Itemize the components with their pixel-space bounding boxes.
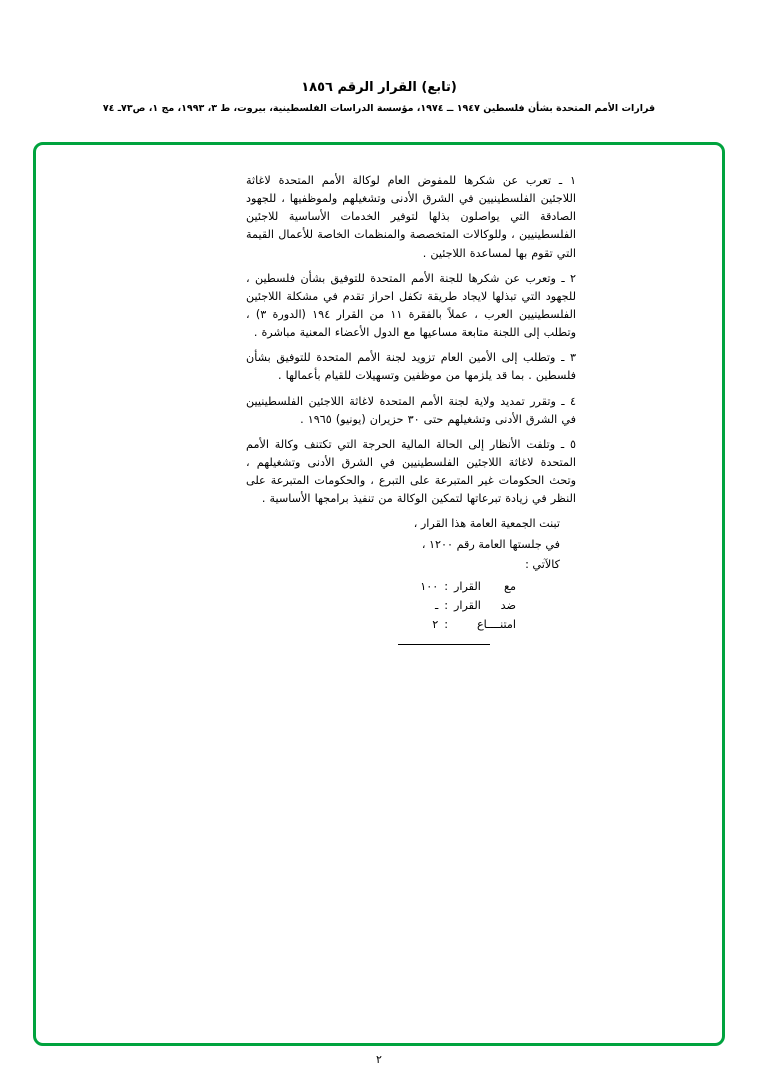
page-number: ٢ (376, 1053, 382, 1066)
paragraph-4: ٤ ـ وتقرر تمديد ولاية لجنة الأمم المتحدة لاغاثة اللاجئين الفلسطينيين في الشرق الأدنى وتشغيلهم حتى ٣٠ حزيران (يونيو) ١٩٦٥ . (246, 394, 576, 426)
adoption-line-1: تبنت الجمعية العامة هذا القرار ، (413, 517, 560, 531)
source-citation: قرارات الأمم المتحدة بشأن فلسطين ١٩٤٧ ــ ١٩٧٤، مؤسسة الدراسات الفلسطينية، بيروت، ط ٣، ١٩٩٣، مج ١، ص٧٣ـ ٧٤ (102, 103, 656, 114)
end-rule (246, 644, 576, 645)
paragraph-5: ٥ ـ وتلفت الأنظار إلى الحالة المالية الحرجة التي تكتنف وكالة الأمم المتحدة لاغاثة اللاجئين الفلسطينيين في الشرق الأدنى وتشغيلهم ، وتحث الحكومات غير المتبرعة على التبرع ، والحكومات المتبرعة على النظر في زيادة تبرعاتها لتمكين الوكالة من تنفيذ برامجها الأساسية . (246, 437, 576, 506)
vote-row (246, 616, 516, 634)
vote-separator: : (444, 579, 448, 593)
vote-row (246, 578, 516, 596)
paragraph-3: ٣ ـ وتطلب إلى الأمين العام تزويد لجنة الأمم المتحدة للتوفيق بشأن فلسطين . بما قد يلزمها من موظفين وتسهيلات للقيام بأعمالها . (246, 351, 576, 383)
vote-label-for: مع القرار (454, 579, 516, 593)
vote-separator: : (444, 618, 448, 632)
vote-label-abstain: امتنــــاع (476, 618, 516, 632)
vote-row (246, 597, 516, 615)
vote-tally (246, 578, 576, 634)
adoption-line-3: كالآتي : (525, 557, 560, 571)
vote-value-for: ١٠٠ (420, 579, 439, 593)
vote-label-against: ضد القرار (454, 598, 516, 612)
horizontal-divider (398, 644, 490, 645)
vote-value-abstain: ٢ (432, 618, 439, 632)
paragraph-1: ١ ـ تعرب عن شكرها للمفوض العام لوكالة الأمم المتحدة لاغاثة اللاجئين الفلسطينيين في الشرق الأدنى وتشغيلهم ولموظفيها ، للجهود الصادقة التي يواصلون بذلها لتوفير الخدمات الأساسية للاجئين الفلسطينيين ، وللوكالات المتخصصة والمنظمات الخاصة للأعمال القيمة التي تقوم بها لمساعدة اللاجئين . (246, 174, 576, 260)
adoption-note (246, 515, 576, 573)
paragraph-2: ٢ ـ وتعرب عن شكرها للجنة الأمم المتحدة للتوفيق بشأن فلسطين ، للجهود التي تبذلها لايجاد طريقة تكفل احراز تقدم في مشكلة اللاجئين الفلسطينيين العرب ، عملاً بالفقرة ١١ من القرار ١٩٤ (الدورة ٣) ، وتطلب إلى اللجنة متابعة مساعيها مع الدول الأعضاء المعنية مباشرة . (246, 271, 576, 340)
vote-value-against: ـ (434, 598, 439, 612)
resolution-body (246, 172, 576, 645)
page-title: (تابع) القرار الرقم ١٨٥٦ (301, 80, 457, 95)
adoption-line-2: في جلستها العامة رقم ١٢٠٠ ، (421, 537, 560, 551)
vote-separator: : (444, 598, 448, 612)
